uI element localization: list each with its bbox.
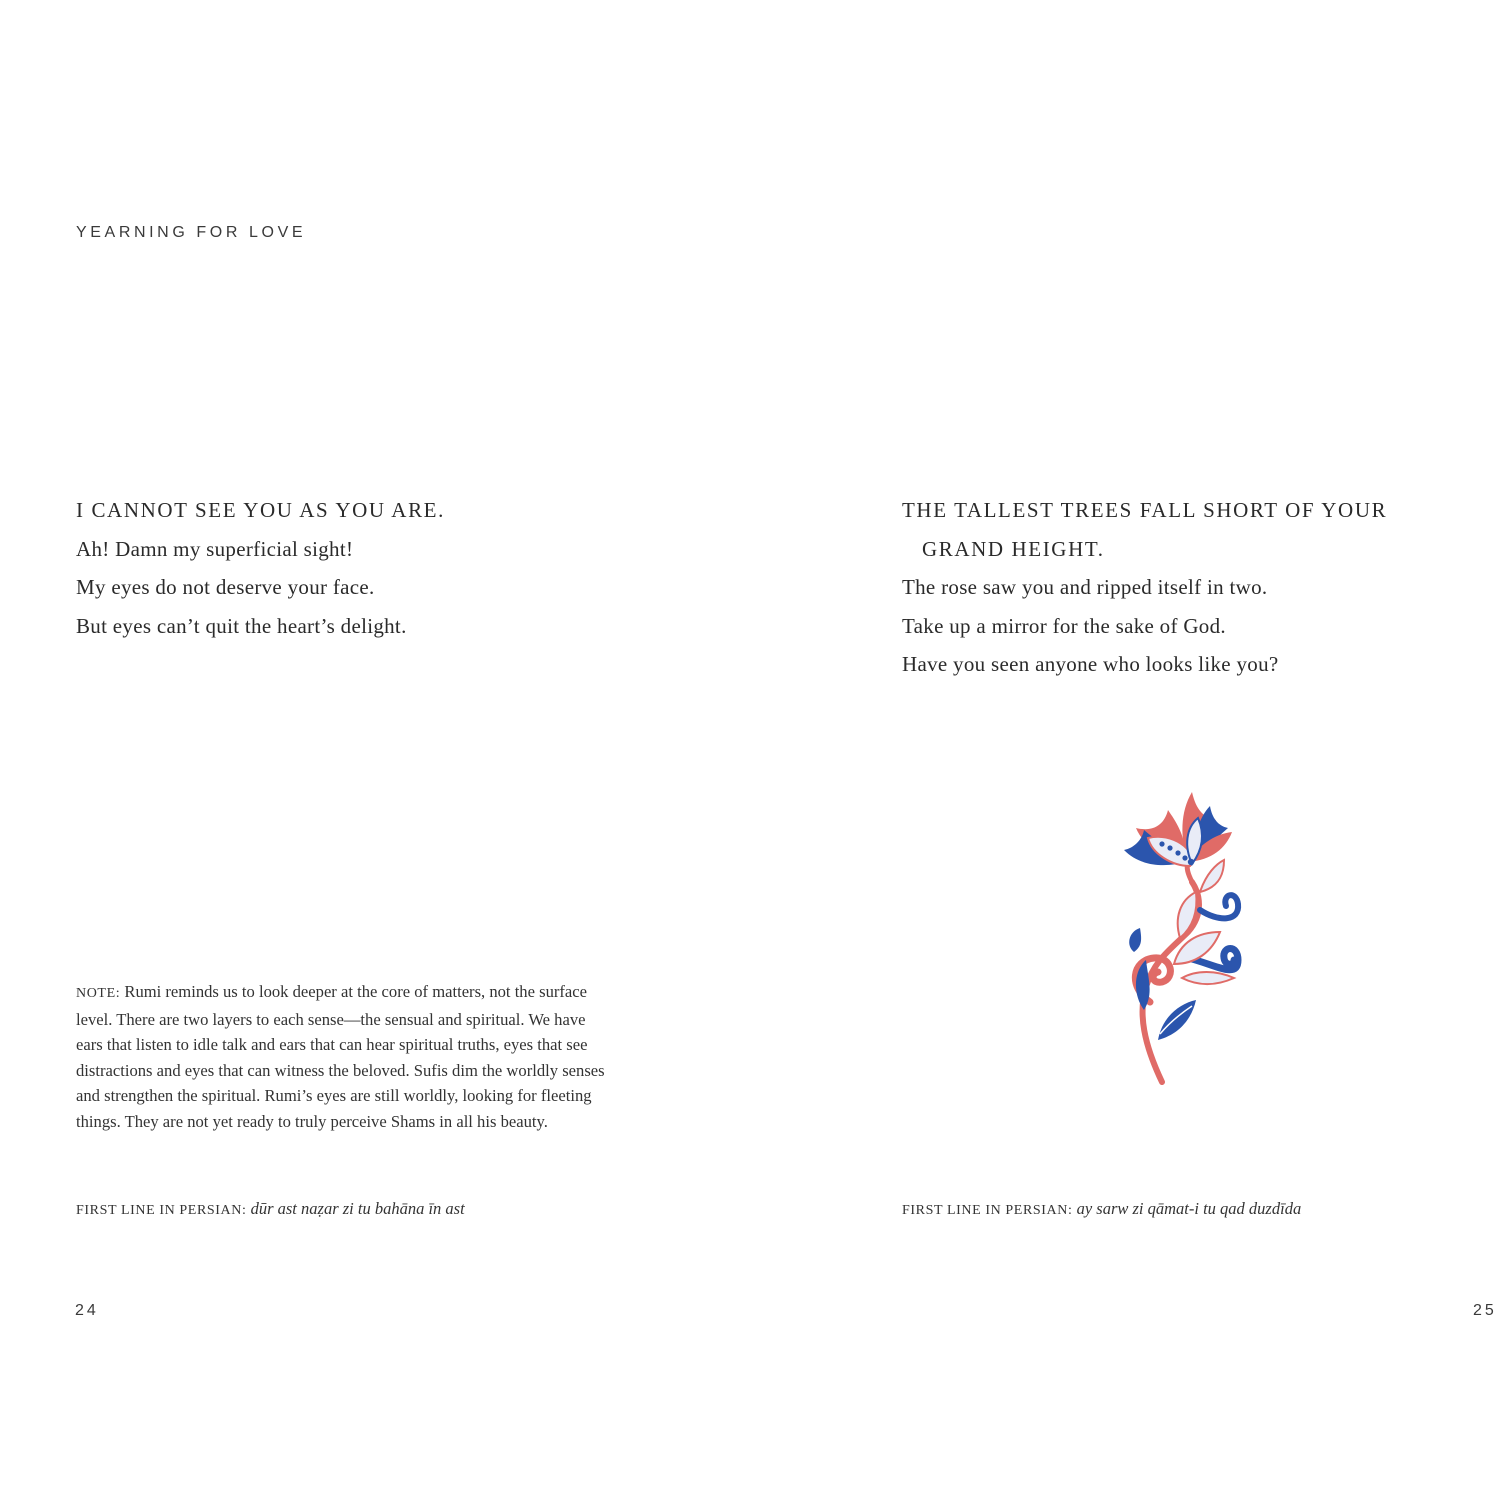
page-number-left: 24	[75, 1302, 99, 1319]
right-poem-line: Take up a mirror for the sake of God.	[902, 613, 1226, 638]
note-label: NOTE:	[76, 986, 121, 1001]
left-poem-line: My eyes do not deserve your face.	[76, 575, 375, 599]
left-poem-line: But eyes can’t quit the heart’s delight.	[76, 613, 407, 638]
persian-label: FIRST LINE IN PERSIAN:	[902, 1203, 1073, 1218]
right-poem	[902, 491, 1387, 684]
persian-text: ay sarw zi qāmat-i tu qad duzdīda	[1076, 1199, 1302, 1218]
note-paragraph	[76, 979, 616, 1135]
floral-ornament-icon	[1088, 782, 1258, 1088]
persian-text: dūr ast naẓar zi tu bahāna īn ast	[250, 1199, 465, 1218]
left-poem-line: I CANNOT SEE YOU AS YOU ARE.	[76, 498, 445, 522]
right-poem-line: The rose saw you and ripped itself in two.	[902, 575, 1268, 599]
persian-label: FIRST LINE IN PERSIAN:	[76, 1203, 247, 1218]
right-poem-line: THE TALLEST TREES FALL SHORT OF YOUR	[902, 498, 1388, 522]
running-head: YEARNING FOR LOVE	[76, 224, 307, 241]
page-number-right: 25	[1473, 1302, 1497, 1319]
note-text: Rumi reminds us to look deeper at the core of matters, not the surface level. There are two layers to each sense—the sensual and spiritual. We have ears that listen to idle talk and ears that can hear spiritual truths, eyes that see distractions and eyes that can witness the beloved. Sufis dim the worldly senses and strengthen the spiritual. Rumi’s eyes are still worldly, looking for fleeting things. They are not yet ready to truly perceive Shams in all his beauty.	[76, 982, 605, 1131]
left-poem	[76, 491, 445, 645]
left-poem-line: Ah! Damn my superficial sight!	[76, 536, 354, 561]
persian-first-line-right	[902, 1199, 1301, 1219]
persian-first-line-left	[76, 1199, 465, 1219]
right-poem-line: GRAND HEIGHT.	[922, 536, 1105, 561]
right-poem-line: Have you seen anyone who looks like you?	[902, 652, 1279, 676]
